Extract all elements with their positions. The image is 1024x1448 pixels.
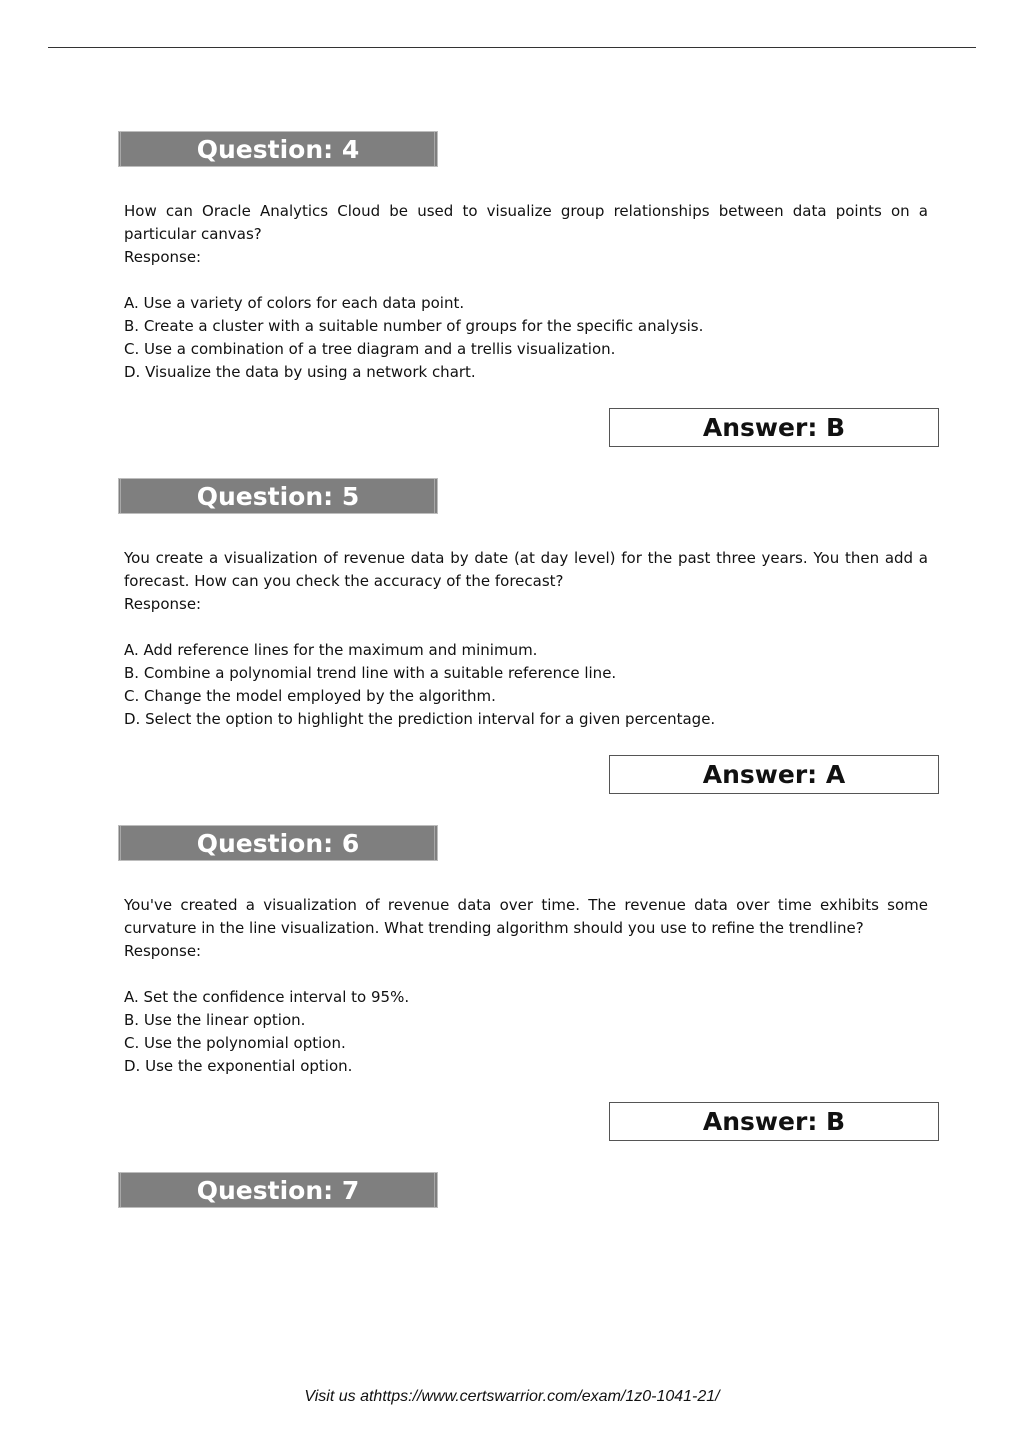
question-4-header — [118, 131, 438, 167]
question-5-body — [124, 547, 928, 731]
header-edge — [120, 132, 121, 166]
header-edge — [434, 1173, 435, 1207]
question-text: How can Oracle Analytics Cloud be used to visualize group relationships between data points on a particular canvas? — [124, 202, 928, 243]
question-6-header — [118, 825, 438, 861]
response-label: Response: — [124, 942, 202, 960]
question-text: You've created a visualization of revenue data over time. The revenue data over time exhibits some curvature in the line visualization. What trending algorithm should you use to refine the trendline? — [124, 896, 928, 937]
response-label: Response: — [124, 595, 202, 613]
question-5-answer: Answer: A — [609, 755, 939, 794]
option-a: A. Use a variety of colors for each data point. — [124, 294, 465, 312]
header-edge — [434, 479, 435, 513]
option-d: D. Select the option to highlight the prediction interval for a given percentage. — [124, 710, 716, 728]
question-text: You create a visualization of revenue data by date (at day level) for the past three years. You then add a forecast. How can you check the accuracy of the forecast? — [124, 549, 928, 590]
question-header-label: Question: 7 — [196, 1176, 360, 1205]
option-b: B. Use the linear option. — [124, 1011, 306, 1029]
option-c: C. Change the model employed by the algorithm. — [124, 687, 496, 705]
option-list — [124, 292, 928, 384]
header-edge — [120, 479, 121, 513]
option-d: D. Visualize the data by using a network chart. — [124, 363, 476, 381]
question-5-header — [118, 478, 438, 514]
question-4-body — [124, 200, 928, 384]
option-c: C. Use a combination of a tree diagram and a trellis visualization. — [124, 340, 616, 358]
question-header-label: Question: 4 — [196, 135, 360, 164]
option-c: C. Use the polynomial option. — [124, 1034, 346, 1052]
question-7-header — [118, 1172, 438, 1208]
footer-link[interactable]: Visit us athttps://www.certswarrior.com/exam/1z0-1041-21/ — [304, 1388, 720, 1405]
option-a: A. Set the confidence interval to 95%. — [124, 988, 410, 1006]
option-d: D. Use the exponential option. — [124, 1057, 353, 1075]
question-header-label: Question: 6 — [196, 829, 360, 858]
question-header-label: Question: 5 — [196, 482, 360, 511]
question-4-answer: Answer: B — [609, 408, 939, 447]
option-a: A. Add reference lines for the maximum and minimum. — [124, 641, 538, 659]
top-rule — [48, 47, 976, 48]
option-list — [124, 986, 928, 1078]
header-edge — [120, 826, 121, 860]
header-edge — [120, 1173, 121, 1207]
question-6-answer: Answer: B — [609, 1102, 939, 1141]
response-label: Response: — [124, 248, 202, 266]
option-b: B. Create a cluster with a suitable number of groups for the specific analysis. — [124, 317, 704, 335]
question-6-body — [124, 894, 928, 1078]
option-b: B. Combine a polynomial trend line with a suitable reference line. — [124, 664, 617, 682]
header-edge — [434, 132, 435, 166]
option-list — [124, 639, 928, 731]
header-edge — [434, 826, 435, 860]
